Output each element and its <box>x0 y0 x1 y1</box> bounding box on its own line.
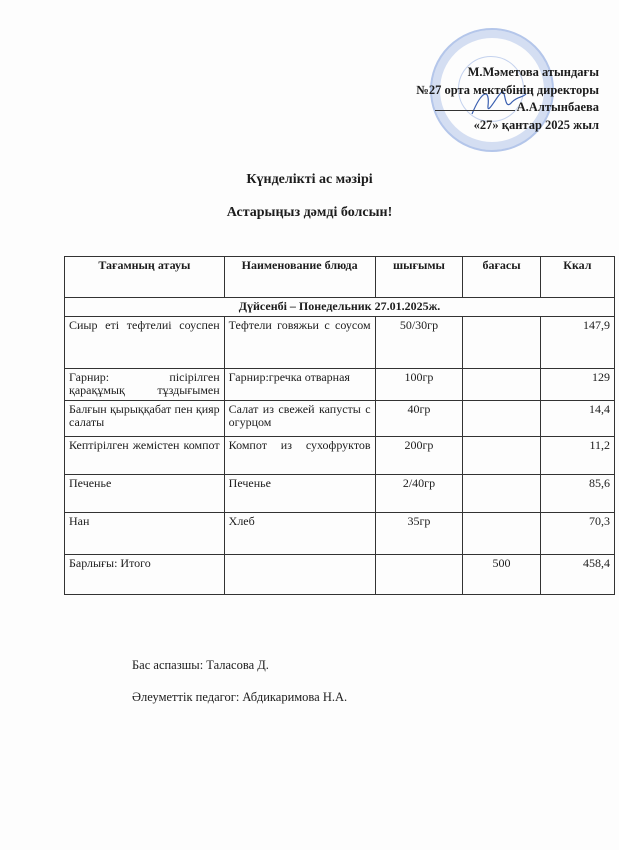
dish-ru: Хлеб <box>224 512 375 554</box>
total-row <box>65 554 615 594</box>
dish-yield: 2/40гр <box>375 474 463 512</box>
dish-kcal: 11,2 <box>540 436 614 474</box>
signature-line <box>435 99 515 111</box>
table-row <box>65 512 615 554</box>
approval-date: «27» қантар 2025 жыл <box>473 117 599 132</box>
approval-director <box>416 99 599 117</box>
dish-kz: Сиыр еті тефтелиі соуспен <box>65 316 225 368</box>
dish-yield: 35гр <box>375 512 463 554</box>
dish-price <box>463 368 541 400</box>
dish-kz: Гарнир: пісірілген қарақұмық тұздығымен <box>65 368 225 400</box>
menu-title: Күнделікті ас мәзірі <box>246 172 373 187</box>
dish-ru: Гарнир:гречка отварная <box>224 368 375 400</box>
header-kz-name: Тағамның атауы <box>65 257 225 298</box>
dish-kz: Балғын қырыққабат пен қияр салаты <box>65 400 225 436</box>
dish-kcal: 85,6 <box>540 474 614 512</box>
dish-kcal: 129 <box>540 368 614 400</box>
header-yield: шығымы <box>375 257 463 298</box>
dish-yield: 50/30гр <box>375 316 463 368</box>
day-label: Дүйсенбі – Понедельник 27.01.2025ж. <box>65 298 615 317</box>
table-row <box>65 474 615 512</box>
day-row <box>65 298 615 317</box>
dish-kz: Печенье <box>65 474 225 512</box>
social-pedagogue: Әлеуметтік педагог: Абдикаримова Н.А. <box>132 690 348 704</box>
dish-price <box>463 474 541 512</box>
dish-kcal: 147,9 <box>540 316 614 368</box>
dish-price <box>463 400 541 436</box>
dish-ru: Компот из сухофруктов <box>224 436 375 474</box>
header-price: бағасы <box>463 257 541 298</box>
dish-yield: 40гр <box>375 400 463 436</box>
table-row <box>65 400 615 436</box>
dish-kz: Кептірілген жемістен компот <box>65 436 225 474</box>
total-empty-ru <box>224 554 375 594</box>
dish-ru: Тефтели говяжьи с соусом <box>224 316 375 368</box>
total-label: Барлығы: Итого <box>65 554 225 594</box>
table-header-row <box>65 257 615 298</box>
dish-ru: Салат из свежей капусты с огурцом <box>224 400 375 436</box>
approval-school: М.Мәметова атындағы <box>467 65 599 79</box>
approval-block <box>416 64 599 134</box>
table-row <box>65 436 615 474</box>
table-row <box>65 368 615 400</box>
head-cook: Бас аспазшы: Таласова Д. <box>132 658 269 672</box>
dish-price <box>463 436 541 474</box>
table-row <box>65 316 615 368</box>
dish-price <box>463 316 541 368</box>
approval-director-name: А.Алтынбаева <box>516 100 599 114</box>
dish-kcal: 14,4 <box>540 400 614 436</box>
total-price: 500 <box>463 554 541 594</box>
total-empty-yield <box>375 554 463 594</box>
dish-price <box>463 512 541 554</box>
dish-ru: Печенье <box>224 474 375 512</box>
header-ru-name: Наименование блюда <box>224 257 375 298</box>
dish-yield: 100гр <box>375 368 463 400</box>
approval-position: №27 орта мектебінің директоры <box>416 82 599 97</box>
total-kcal: 458,4 <box>540 554 614 594</box>
dish-kz: Нан <box>65 512 225 554</box>
menu-greeting: Астарыңыз дәмді болсын! <box>226 205 393 220</box>
dish-kcal: 70,3 <box>540 512 614 554</box>
menu-table <box>64 256 615 595</box>
dish-yield: 200гр <box>375 436 463 474</box>
header-kcal: Ккал <box>540 257 614 298</box>
